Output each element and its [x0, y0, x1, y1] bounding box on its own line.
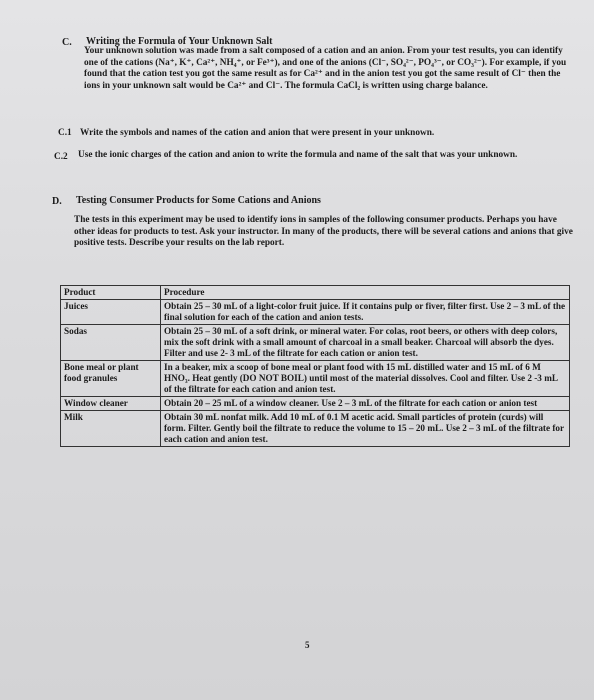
table-header-row	[61, 286, 570, 300]
consumer-products-table	[60, 285, 570, 447]
section-d-letter: D.	[52, 196, 62, 207]
page-number: 5	[305, 640, 310, 650]
question-c1-text: Write the symbols and names of the cation and anion that were present in your unknown.	[80, 128, 435, 138]
question-c1-number: C.1	[58, 128, 72, 138]
row-procedure: Obtain 25 – 30 mL of a soft drink, or mineral water. For colas, root beers, or others with deep colors, mix the soft drink with a small amount of charcoal in a small beaker. Charcoal will absorb the dyes. Filter and use 2- 3 mL of the filtrate for each cation or anion test.	[161, 325, 570, 361]
table-row	[61, 300, 570, 325]
row-product: Milk	[61, 411, 161, 447]
question-c2-text: Use the ionic charges of the cation and anion to write the formula and name of the salt that was your unknown.	[78, 150, 518, 160]
row-procedure: Obtain 25 – 30 mL of a light-color fruit juice. If it contains pulp or fiver, filter first. Use 2 – 3 mL of the final solution for each of the cation and anion tests.	[161, 300, 570, 325]
section-c-paragraph: Your unknown solution was made from a salt composed of a cation and an anion. From your test results, you can identify one of the cations (Na⁺, K⁺, Ca²⁺, NH₄⁺, or Fe³⁺), and one of the anions (Cl⁻, SO₄²⁻, PO₄³⁻, or CO₃²⁻). For example, if you found that the cation test you got the same result as for Ca²⁺ and in the anion test you got the same result of Cl⁻ then the ions in your unknown salt would be Ca²⁺ and Cl⁻. The formula CaCl₂ is written using charge balance.	[84, 46, 567, 91]
row-product: Window cleaner	[61, 397, 161, 411]
row-product: Bone meal or plant food granules	[61, 361, 161, 397]
question-c2-number: C.2	[54, 152, 68, 162]
row-procedure: Obtain 30 mL nonfat milk. Add 10 mL of 0.1 M acetic acid. Small particles of protein (curds) will form. Filter. Gently boil the filtrate to reduce the volume to 15 – 20 mL. Use 2 – 3 mL of the filtrate for each cation and anion test.	[161, 411, 570, 447]
header-procedure: Procedure	[161, 286, 570, 300]
section-d-paragraph: The tests in this experiment may be used to identify ions in samples of the following consumer products. Perhaps you have other ideas for products to test. Ask your instructor. In many of the products, there will be several cations and anions that give positive tests. Describe your results on the lab report.	[74, 215, 573, 248]
row-procedure: In a beaker, mix a scoop of bone meal or plant food with 15 mL distilled water and 15 mL of 6 M HNO₃. Heat gently (DO NOT BOIL) until most of the material dissolves. Cool and filter. Use 2 -3 mL of the filtrate for each cation and anion test.	[161, 361, 570, 397]
row-product: Juices	[61, 300, 161, 325]
table-row	[61, 397, 570, 411]
section-c-title: Writing the Formula of Your Unknown Salt	[86, 36, 273, 47]
table-row	[61, 361, 570, 397]
header-product: Product	[61, 286, 161, 300]
section-c-letter: C.	[62, 37, 72, 48]
row-procedure: Obtain 20 – 25 mL of a window cleaner. Use 2 – 3 mL of the filtrate for each cation or anion test	[161, 397, 570, 411]
row-product: Sodas	[61, 325, 161, 361]
table-row	[61, 325, 570, 361]
section-d-title: Testing Consumer Products for Some Cations and Anions	[76, 195, 321, 206]
table-row	[61, 411, 570, 447]
